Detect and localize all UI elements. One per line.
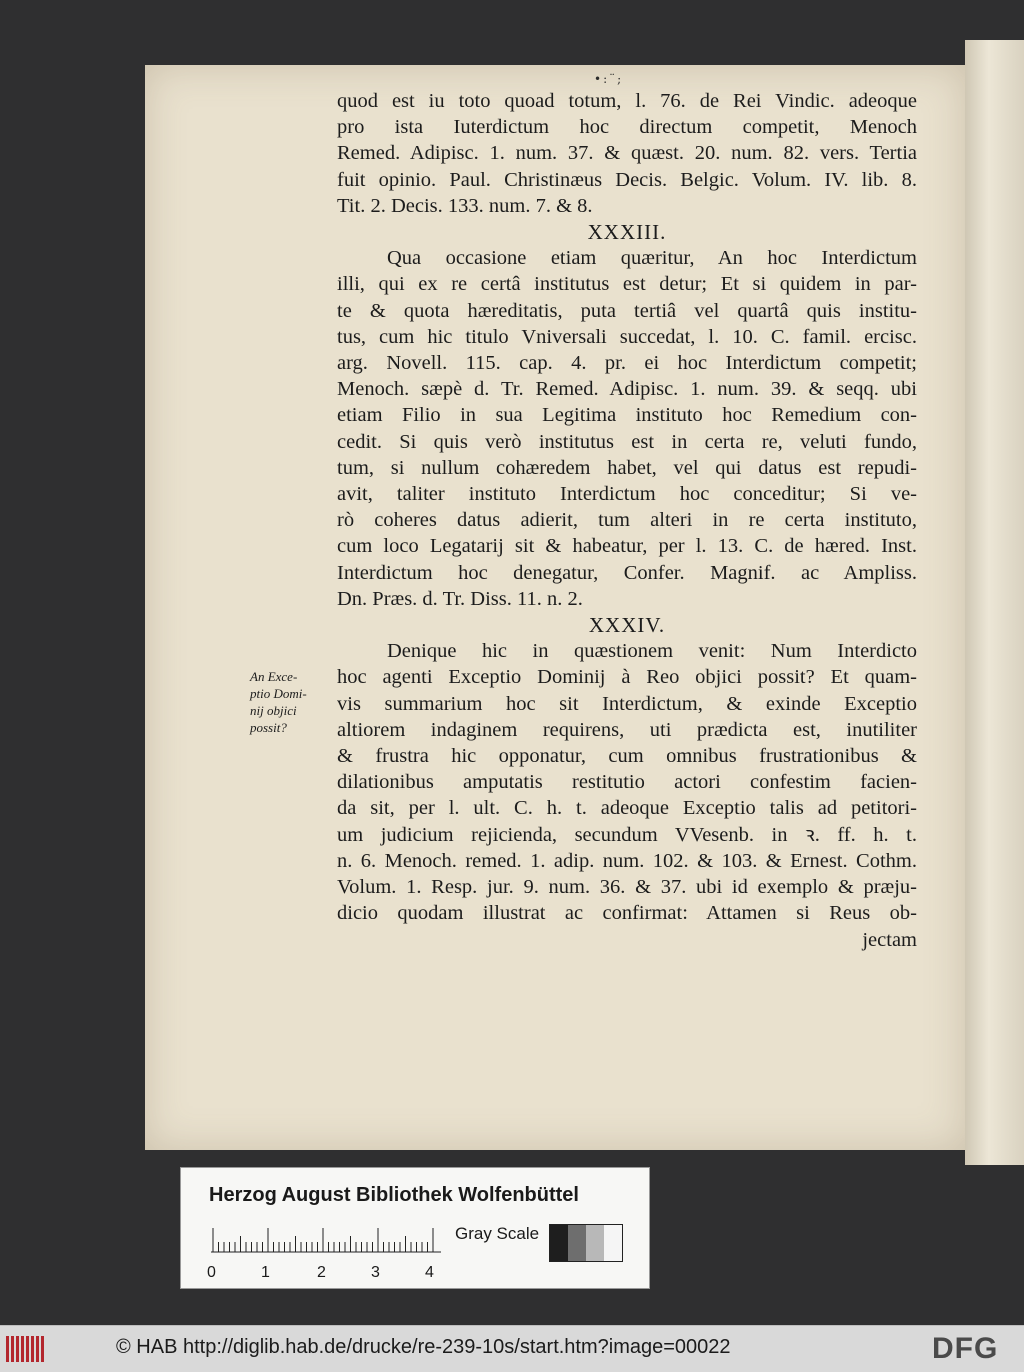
text-line: arg. Novell. 115. cap. 4. pr. ei hoc Interdictum competit;	[337, 352, 917, 375]
library-name: Herzog August Bibliothek Wolfenbüttel	[209, 1184, 579, 1206]
text-line: tus, cum hic titulo Vniversali succedat, l. 10. C. famil. ercisc.	[337, 325, 917, 348]
dfg-logo: DFG	[932, 1332, 999, 1365]
margin-note-line: An Exce-	[250, 669, 298, 684]
margin-note-line: ptio Domi-	[250, 686, 307, 701]
text-line: & frustra hic opponatur, cum omnibus frustrationibus &	[337, 745, 917, 768]
gray-swatch	[550, 1225, 568, 1261]
text-line: dicio quodam illustrat ac confirmat: Attamen si Reus ob-	[337, 902, 917, 925]
text-line: Interdictum hoc denegatur, Confer. Magnif. ac Ampliss.	[337, 561, 917, 584]
text-line: n. 6. Menoch. remed. 1. adip. num. 102. & 103. & Ernest. Cothm.	[337, 849, 917, 872]
text-line: Volum. 1. Resp. jur. 9. num. 36. & 37. ubi id exemplo & præju-	[337, 876, 917, 899]
calibration-card	[180, 1167, 650, 1289]
text-line: etiam Filio in sua Legitima instituto hoc Remedium con-	[337, 404, 917, 427]
text-line: Qua occasione etiam quæritur, An hoc Interdictum	[387, 247, 917, 270]
ruler-number: 2	[317, 1264, 326, 1281]
section-heading: XXXIII.	[587, 220, 667, 245]
gray-scale-bar	[549, 1224, 623, 1262]
text-line: Menoch. sæpè d. Tr. Remed. Adipisc. 1. num. 39. & seqq. ubi	[337, 378, 917, 401]
gray-swatch	[586, 1225, 604, 1261]
text-line: rò coheres datus adierit, tum alteri in re certa instituto,	[337, 509, 917, 532]
section-heading: XXXIV.	[588, 613, 666, 638]
ruler-number: 4	[425, 1264, 434, 1281]
text-line: fuit opinio. Paul. Christinæus Decis. Belgic. Volum. IV. lib. 8.	[337, 168, 917, 191]
copyright-url[interactable]: © HAB http://diglib.hab.de/drucke/re-239-10s/start.htm?image=00022	[116, 1336, 731, 1358]
text-line: dilationibus amputatis restitutio actori confestim facien-	[337, 771, 917, 794]
margin-note-line: possit?	[250, 720, 287, 735]
ruler-number: 1	[261, 1264, 270, 1281]
footer-bar	[0, 1325, 1024, 1372]
text-line: cum loco Legatarij sit & habeatur, per l. 13. C. de hæred. Inst.	[337, 535, 917, 558]
text-line: te & quota hæreditatis, puta tertiâ vel quartâ quis institu-	[337, 299, 917, 322]
text-line: tum, si nullum cohæredem habet, vel qui datus est repudi-	[337, 456, 917, 479]
text-line: Remed. Adipisc. 1. num. 37. & quæst. 20. num. 82. vers. Tertia	[337, 142, 917, 165]
text-line: altiorem indaginem requirens, uti prædicta est, inutiliter	[337, 718, 917, 741]
text-line: hoc agenti Exceptio Dominij à Reo objici possit? Et quam-	[337, 666, 917, 689]
text-line: Tit. 2. Decis. 133. num. 7. & 8.	[337, 194, 593, 217]
text-line: illi, qui ex re certâ institutus est detur; Et si quidem in par-	[337, 273, 917, 296]
text-line: vis summarium hoc sit Interdictum, & exinde Exceptio	[337, 692, 917, 715]
margin-note	[250, 668, 338, 736]
margin-note-line: nij objici	[250, 703, 297, 718]
text-line: Dn. Præs. d. Tr. Diss. 11. n. 2.	[337, 587, 583, 610]
text-line: cedit. Si quis verò institutus est in certa re, veluti fundo,	[337, 430, 917, 453]
text-line: da sit, per l. ult. C. h. t. adeoque Exceptio talis ad petitori-	[337, 797, 917, 820]
hab-logo-icon	[6, 1336, 44, 1362]
gray-swatch	[604, 1225, 622, 1261]
page-text	[337, 88, 917, 953]
text-line: Denique hic in quæstionem venit: Num Interdicto	[387, 640, 917, 663]
ruler-scale	[211, 1226, 441, 1262]
catchword: jectam	[862, 928, 917, 951]
gray-swatch	[568, 1225, 586, 1261]
ruler-number: 3	[371, 1264, 380, 1281]
ruler-number: 0	[207, 1264, 216, 1281]
text-line: pro ista Iuterdictum hoc directum competit, Menoch	[337, 116, 917, 139]
next-page-edge	[965, 40, 1024, 1165]
text-line: quod est iu toto quoad totum, l. 76. de Rei Vindic. adeoque	[337, 90, 917, 112]
gray-scale-label: Gray Scale	[455, 1224, 540, 1243]
signature-mark: •:¨;	[594, 72, 624, 86]
text-line: avit, taliter instituto Interdictum hoc conceditur; Si ve-	[337, 483, 917, 506]
text-line: um judicium rejicienda, secundum VVesenb. in ꝛ. ff. h. t.	[337, 823, 917, 846]
